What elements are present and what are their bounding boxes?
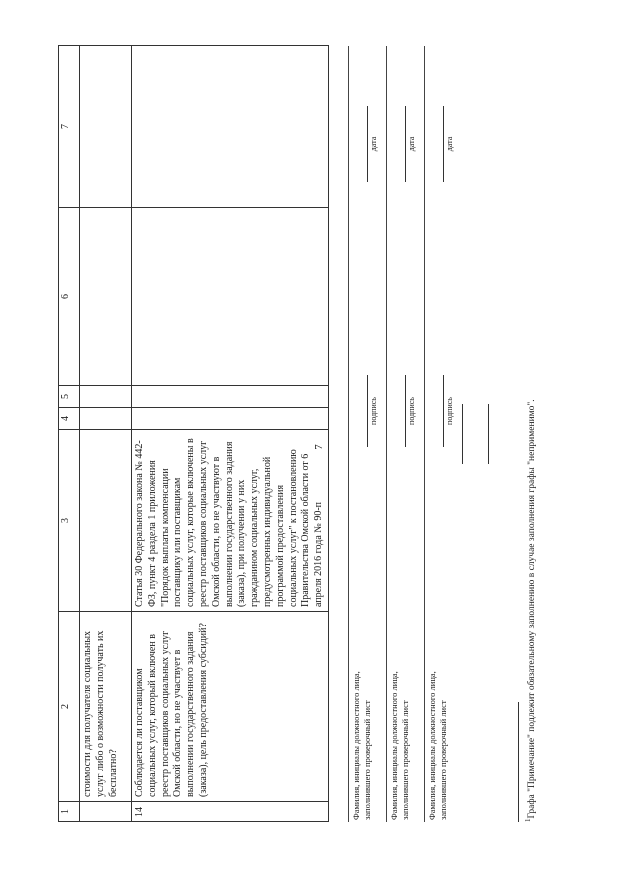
header-cell: 6 bbox=[59, 208, 80, 386]
header-cell: 4 bbox=[59, 408, 80, 430]
answer-cell bbox=[80, 208, 132, 386]
date-caption: дата bbox=[369, 136, 378, 152]
footnote-mark: 1 bbox=[524, 818, 532, 822]
date-line bbox=[367, 106, 368, 182]
answer-cell bbox=[132, 208, 329, 386]
row-number bbox=[80, 802, 132, 822]
answer-cell bbox=[80, 386, 132, 408]
header-cell: 2 bbox=[59, 612, 80, 802]
header-cell: 7 bbox=[59, 46, 80, 208]
question-cell: стоимости для получателя социальных услуг либо о возможности получать их бесплатно? bbox=[80, 612, 132, 802]
note-cell bbox=[80, 46, 132, 208]
signature-line bbox=[367, 375, 368, 447]
checklist-table bbox=[58, 45, 329, 822]
row-number: 14 bbox=[132, 802, 329, 822]
note-cell bbox=[132, 46, 329, 208]
signature-line bbox=[405, 375, 406, 447]
signature-block bbox=[386, 46, 423, 822]
signature-block bbox=[348, 46, 385, 822]
header-cell: 3 bbox=[59, 430, 80, 612]
signature-label: Фамилия, инициалы должностного лица, заполнившего проверочный лист bbox=[351, 671, 372, 820]
date-caption: дата bbox=[445, 136, 454, 152]
date-line bbox=[405, 106, 406, 182]
answer-cell bbox=[132, 386, 329, 408]
answer-cell bbox=[132, 408, 329, 430]
divider-line bbox=[488, 404, 489, 464]
signature-line bbox=[443, 375, 444, 447]
table-row bbox=[80, 46, 132, 822]
header-cell: 5 bbox=[59, 386, 80, 408]
table-row bbox=[132, 46, 329, 822]
reference-cell bbox=[80, 430, 132, 612]
signature-caption: подпись bbox=[445, 397, 454, 425]
table-header-row bbox=[59, 46, 80, 822]
signature-label: Фамилия, инициалы должностного лица, заполнившего проверочный лист bbox=[389, 671, 410, 820]
header-cell: 1 bbox=[59, 802, 80, 822]
reference-cell: Статья 30 Федерального закона № 442-ФЗ, пункт 4 раздела 1 приложения "Порядок выплаты компенсации поставщику или поставщикам социальных услуг, которые включены в реестр поставщиков социальных услуг Омской области, но не участвуют в выполнении государственного задания (заказа), при получении у них гражданином социальных услуг, предусмотренных индивидуальной программой предоставления социальных услуг" к постановлению Правительства Омской области от 6 апреля 2016 года № 90-п bbox=[132, 430, 329, 612]
answer-cell bbox=[80, 408, 132, 430]
question-cell: Соблюдается ли поставщиком социальных услуг, который включен в реестр поставщиков социальных услуг Омской области, но не участвует в выполнении государственного задания (заказа), цель предоставления субсидий? bbox=[132, 612, 329, 802]
footnote bbox=[524, 399, 538, 822]
signature-label: Фамилия, инициалы должностного лица, заполнившего проверочный лист bbox=[427, 671, 448, 820]
signature-block bbox=[424, 46, 461, 822]
footnote-text: Графа "Примечание" подлежит обязательному заполнению в случае заполнения графы "неприменимо". bbox=[527, 399, 538, 819]
footnote-separator bbox=[518, 702, 519, 822]
signature-caption: подпись bbox=[407, 397, 416, 425]
date-line bbox=[443, 106, 444, 182]
divider-line bbox=[462, 404, 463, 464]
page-number: 7 bbox=[312, 444, 325, 450]
date-caption: дата bbox=[407, 136, 416, 152]
signature-caption: подпись bbox=[369, 397, 378, 425]
rotated-page bbox=[58, 46, 578, 822]
